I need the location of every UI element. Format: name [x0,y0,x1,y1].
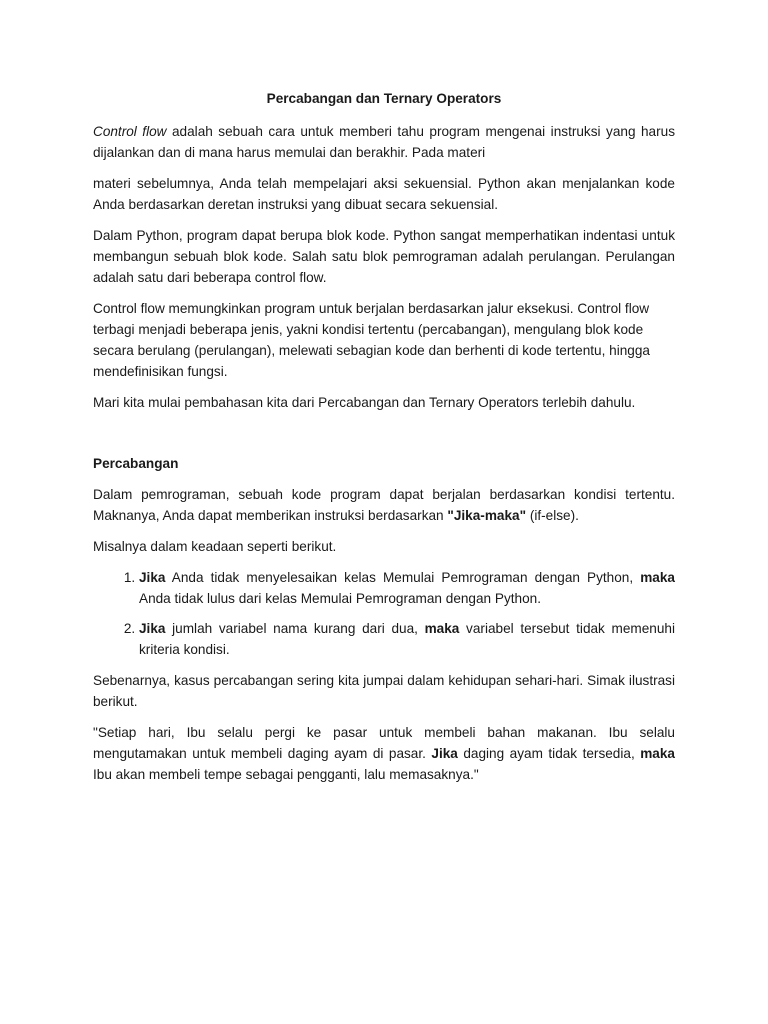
quote-text: daging ayam tidak tersedia, [457,746,641,761]
document-page [93,80,675,795]
keyword-jika: Jika [431,746,458,761]
quote-text: "Setiap hari, Ibu selalu pergi ke pasar untuk membeli bahan makanan. Ibu selalu mengutamakan untuk membeli daging ayam di pasar. [93,725,675,761]
list-item-text: variabel tersebut tidak memenuhi kriteria kondisi. [139,621,676,657]
section-heading-percabangan: Percabangan [93,456,179,471]
list-item-text: Anda tidak lulus dari kelas Memulai Pemrograman dengan Python. [139,591,541,606]
keyword-maka: maka [640,746,675,761]
quote-text: Ibu akan membeli tempe sebagai pengganti, lalu memasaknya." [93,767,479,782]
jika-maka-term: "Jika-maka" [447,508,527,523]
keyword-maka: maka [640,570,675,585]
document-title: Percabangan dan Ternary Operators [266,91,502,106]
section-spacer [93,423,675,453]
keyword-jika: Jika [139,570,166,585]
illustration-quote [93,722,675,785]
intro-paragraph-1-text: adalah sebuah cara untuk memberi tahu program mengenai instruksi yang harus dijalankan dan di mana harus memulai dan berakhir. Pada materi [93,124,676,160]
intro-paragraph-4: Control flow memungkinkan program untuk berjalan berdasarkan jalur eksekusi. Control flow terbagi menjadi beberapa jenis, yakni kondisi tertentu (percabangan), mengulang blok kode secara berulang (perulangan), melewati sebagian kode dan berhenti di kode tertentu, hingga mendefinisikan fungsi. [93,301,650,379]
list-item-text: Anda tidak menyelesaikan kelas Memulai Pemrograman dengan Python, [165,570,641,585]
example-list [93,567,675,660]
intro-paragraph-3: Dalam Python, program dapat berupa blok kode. Python sangat memperhatikan indentasi untuk membangun sebuah blok kode. Salah satu blok pemrograman adalah perulangan. Perulangan adalah satu dari beberapa control flow. [93,228,675,285]
percabangan-paragraph-3: Sebenarnya, kasus percabangan sering kita jumpai dalam kehidupan sehari-hari. Simak ilustrasi berikut. [93,673,675,709]
percabangan-paragraph-1 [93,484,675,526]
keyword-maka: maka [424,621,460,636]
intro-paragraph-5: Mari kita mulai pembahasan kita dari Percabangan dan Ternary Operators terlebih dahulu. [93,395,636,410]
percabangan-paragraph-1-text: Dalam pemrograman, sebuah kode program dapat berjalan berdasarkan kondisi tertentu. Maknanya, Anda dapat memberikan instruksi berdasarkan [93,487,675,523]
percabangan-paragraph-2: Misalnya dalam keadaan seperti berikut. [93,539,337,554]
list-item-text: jumlah variabel nama kurang dari dua, [165,621,425,636]
intro-paragraph-1 [93,121,675,163]
intro-paragraph-2: materi sebelumnya, Anda telah mempelajari aksi sekuensial. Python akan menjalankan kode Anda berdasarkan deretan instruksi yang dibuat secara sekuensial. [93,176,675,212]
list-item [139,618,675,660]
control-flow-term: Control flow [93,124,167,139]
list-item [139,567,675,609]
if-else-note: (if-else). [526,508,579,523]
keyword-jika: Jika [139,621,166,636]
